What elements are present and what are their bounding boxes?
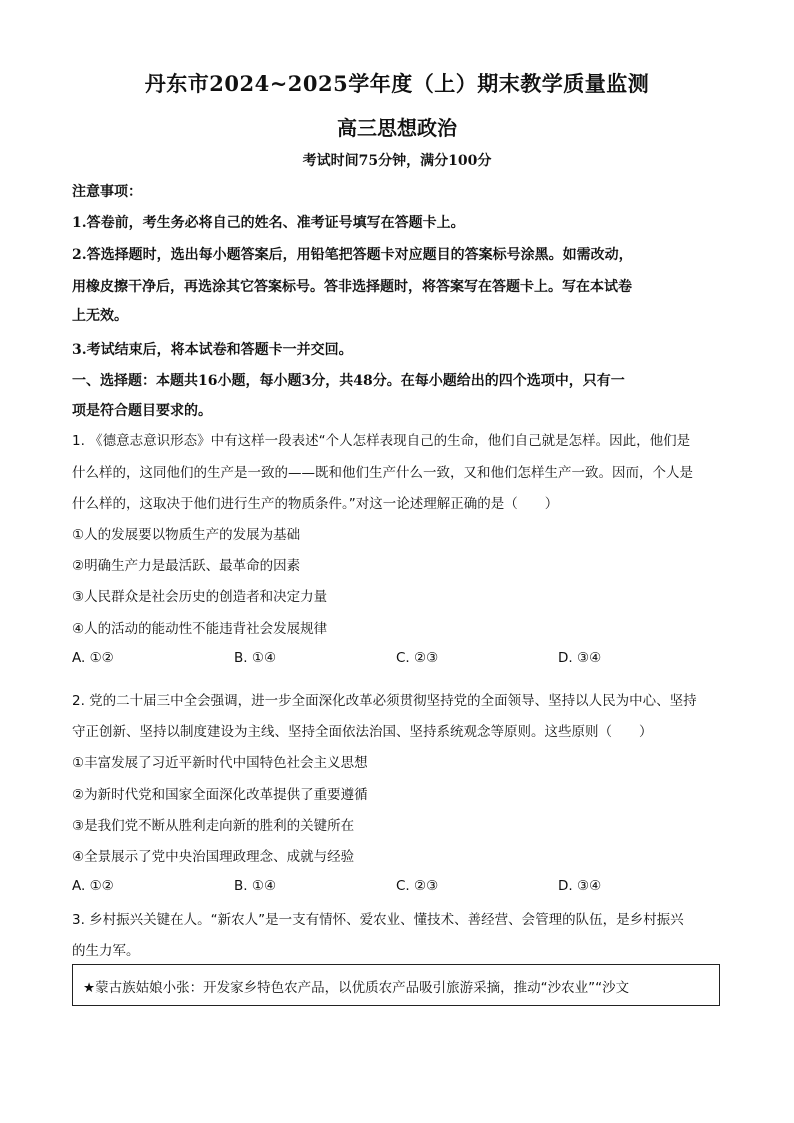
q1-stem-line-1: 1. 《德意志意识形态》中有这样一段表述“个人怎样表现自己的生命，他们自己就是怎样。因此，他们是	[72, 433, 691, 449]
q3-stem-line-2: 的生力军。	[72, 943, 140, 959]
q1-option-c: C. ②③	[396, 650, 439, 666]
section-heading-line-2: 项是符合题目要求的。	[72, 403, 212, 419]
q1-stem-line-3: 什么样的，这取决于他们进行生产的物质条件。”对这一论述理解正确的是（ ）	[72, 496, 559, 512]
notice-item-2-line-3: 上无效。	[72, 308, 128, 324]
q1-statement-3: ③人民群众是社会历史的创造者和决定力量	[72, 589, 328, 605]
notice-heading: 注意事项：	[72, 184, 142, 200]
q2-option-b: B. ①④	[234, 878, 277, 894]
q3-stem-line-1: 3. 乡村振兴关键在人。“新农人”是一支有情怀、爱农业、懂技术、善经营、会管理的队伍，是乡村振兴	[72, 912, 684, 928]
exam-title: 丹东市2024~2025学年度（上）期末教学质量监测	[144, 71, 650, 96]
q3-material-box	[72, 964, 720, 1006]
q1-statement-1: ①人的发展要以物质生产的发展为基础	[72, 527, 301, 543]
section-heading-line-1: 一、选择题：本题共16小题，每小题3分，共48分。在每小题给出的四个选项中，只有一	[72, 373, 625, 389]
q1-option-a: A. ①②	[72, 650, 114, 666]
exam-time-info: 考试时间75分钟，满分100分	[302, 153, 492, 169]
notice-item-1: 1.答卷前，考生务必将自己的姓名、准考证号填写在答题卡上。	[72, 215, 465, 231]
subject-title: 高三思想政治	[337, 116, 457, 140]
notice-item-2-line-2: 用橡皮擦干净后，再选涂其它答案标号。答非选择题时，将答案写在答题卡上。写在本试卷	[72, 279, 632, 295]
q2-statement-4: ④全景展示了党中央治国理政理念、成就与经验	[72, 849, 355, 865]
q2-option-c: C. ②③	[396, 878, 439, 894]
notice-item-2-line-1: 2.答选择题时，选出每小题答案后，用铅笔把答题卡对应题目的答案标号涂黑。如需改动，	[72, 247, 633, 263]
notice-item-3: 3.考试结束后，将本试卷和答题卡一并交回。	[72, 342, 353, 358]
q2-statement-2: ②为新时代党和国家全面深化改革提供了重要遵循	[72, 787, 368, 803]
q1-stem-line-2: 什么样的，这同他们的生产是一致的——既和他们生产什么一致，又和他们怎样生产一致。因而，个人是	[72, 465, 693, 481]
q2-stem-line-2: 守正创新、坚持以制度建设为主线、坚持全面依法治国、坚持系统观念等原则。这些原则（ ）	[72, 724, 653, 740]
q2-statement-1: ①丰富发展了习近平新时代中国特色社会主义思想	[72, 755, 368, 771]
q1-option-b: B. ①④	[234, 650, 277, 666]
q2-options	[72, 878, 722, 898]
q2-option-d: D. ③④	[558, 878, 602, 894]
q2-stem-line-1: 2. 党的二十届三中全会强调，进一步全面深化改革必须贯彻坚持党的全面领导、坚持以人民为中心、坚持	[72, 693, 697, 709]
q2-statement-3: ③是我们党不断从胜利走向新的胜利的关键所在	[72, 818, 355, 834]
q1-option-d: D. ③④	[558, 650, 602, 666]
q3-material-text: ★蒙古族姑娘小张：开发家乡特色农产品，以优质农产品吸引旅游采摘，推动“沙农业”“沙文	[83, 980, 630, 996]
q1-options	[72, 650, 722, 670]
q1-statement-2: ②明确生产力是最活跃、最革命的因素	[72, 558, 301, 574]
q1-statement-4: ④人的活动的能动性不能违背社会发展规律	[72, 621, 328, 637]
q2-option-a: A. ①②	[72, 878, 114, 894]
